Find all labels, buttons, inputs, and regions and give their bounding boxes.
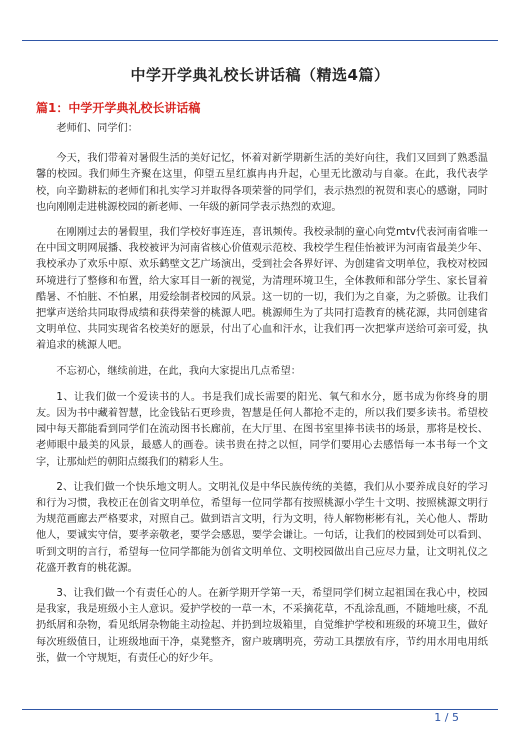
document-title: 中学开学典礼校长讲话稿（精选4篇）: [130, 66, 390, 84]
header-rule: [22, 40, 498, 41]
section-title: 篇1：中学开学典礼校长讲话稿: [36, 101, 201, 115]
paragraph-hope-civility: 2、让我们做一个快乐地文明人。文明礼仪是中华民族传统的美德，我们从小要养成良好的学习和行为习惯，我校正在创省文明单位，希望每一位同学都有按照桃源小学生十文明、按照桃源文明行为规范画廊去严格要求，对照自己。做到语言文明，行为文明，待人解物彬彬有礼，关心他人、帮助他人，要诚实守信，要孝亲敬老，要学会感恩，要学会谦让。一句话，让我们的校园到处可以看到、听到文明的言行，希望每一位同学都能为创省文明单位、文明校园做出自己应尽力量，让文明礼仪之花盛开教育的桃花源。: [36, 481, 488, 574]
page-indicator: 1 / 5: [434, 711, 459, 724]
paragraph-hope-responsibility: 3、让我们做一个有责任心的人。在新学期开学第一天，希望同学们树立起祖国在我心中，校园是我家，我是班级小主人意识。爱护学校的一草一木，不采摘花草，不乱涂乱画，不随地吐痰，不乱扔纸屑和杂物，看见纸屑杂物能主动捡起、并扔到垃圾箱里，自觉维护学校和班级的环境卫生，做好每次班级值日，让班级地面干净，桌凳整齐，窗户玻璃明亮，劳动工具摆放有序，节约用水用电用纸张，做一个守规矩，有责任心的好少年。: [36, 588, 488, 664]
paragraph-hope-reading: 1、让我们做一个爱读书的人。书是我们成长需要的阳光、氧气和水分，愿书成为你终身的朋友。因为书中藏着智慧，比金钱钻石更珍贵，智慧是任何人都抢不走的，所以我们要多读书。希望校园中每天都能看到同学们在流动图书长廊前，在大厅里、在图书室里捧书读书的场景，那将是校长、老师眼中最美的风景，最感人的画卷。读书贵在持之以恒，同学们要用心去感悟每一本书每一个文字，让那灿烂的朝阳点缀我们的精彩人生。: [36, 391, 488, 468]
greeting: 老师们、同学们：: [56, 123, 138, 134]
document-body: [36, 121, 488, 676]
paragraph-achievements: 在刚刚过去的暑假里，我们学校好事连连，喜讯频传。我校录制的童心向党mtv代表河南省唯一在中国文明网展播、我校被评为河南省核心价值观示范校、我校学生程佳怡被评为河南省最美少年、我校承办了欢乐中原、欢乐鹤壁文艺广场演出，受到社会各界好评、为创建省文明单位，我校对校园环境进行了整修和布置，给大家耳目一新的视觉，为清理环境卫生，全体教师和部分学生、家长冒着酷暑、不怕脏、不怕累，用爱绘制者校园的风景。这一切的一切，我们为之自豪，为之骄傲。让我们把掌声送给共同取得成绩和获得荣誉的桃源人吧。桃源师生为了共同打造教育的桃花源，共同创建省文明单位、共同实现省名校美好的愿景，付出了心血和汗水，让我们再一次把掌声送给可亲可爱，执着追求的桃源人吧。: [36, 227, 488, 352]
footer-rule: [22, 709, 498, 710]
paragraph-hopes-intro: 不忘初心，继续前进，在此，我向大家提出几点希望：: [56, 365, 301, 377]
paragraph-opening: 今天，我们带着对暑假生活的美好记忆，怀着对新学期新生活的美好向往，我们又回到了熟悉温馨的校园。我们师生齐聚在这里，仰望五星红旗冉冉升起，心里无比激动与自豪。在此，我代表学校，向辛勤耕耘的老师们和扎实学习并取得各项荣誉的同学们，表示热烈的祝贺和衷心的感谢，同时也向刚刚走进桃源校园的新老师、一年级的新同学表示热烈的欢迎。: [36, 153, 488, 213]
